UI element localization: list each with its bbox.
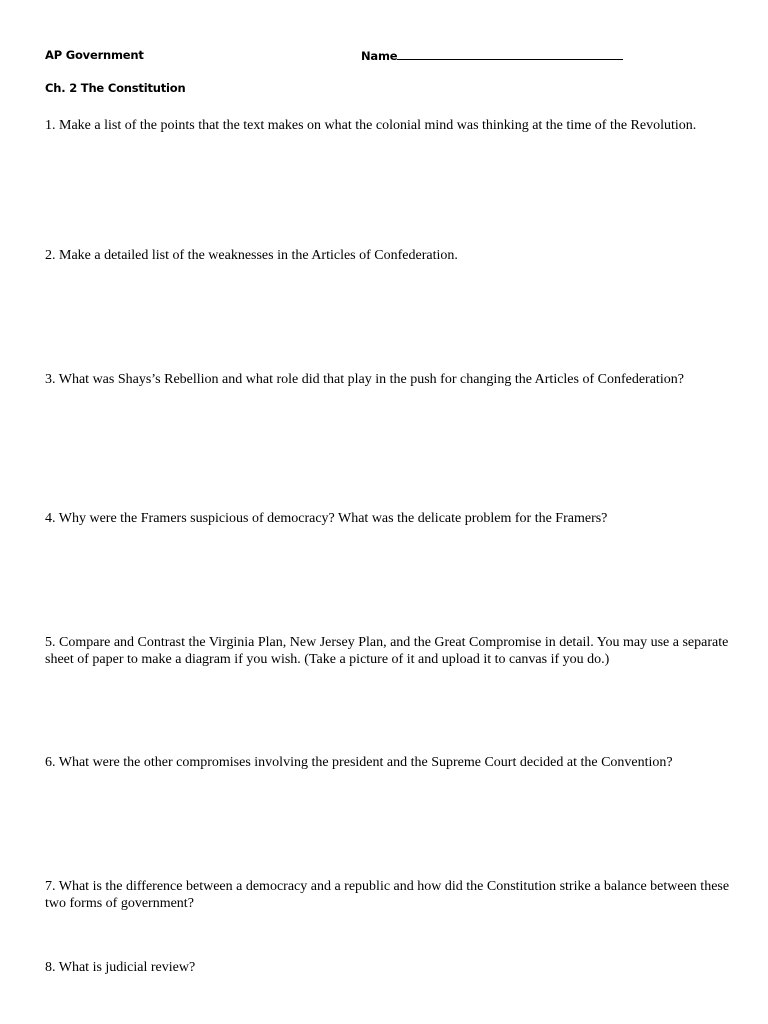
question-5: 5. Compare and Contrast the Virginia Plan, New Jersey Plan, and the Great Compromise in detail. You may use a separate sheet of paper to make a diagram if you wish. (Take a picture of it and upload it to canvas if you do.): [45, 635, 729, 667]
question-1: 1. Make a list of the points that the text makes on what the colonial mind was thinking at the time of the Revolution.: [45, 118, 697, 133]
chapter-title: Ch. 2 The Constitution: [45, 81, 186, 95]
question-3: 3. What was Shays’s Rebellion and what role did that play in the push for changing the Articles of Confederation?: [45, 372, 684, 387]
question-2: 2. Make a detailed list of the weaknesses in the Articles of Confederation.: [45, 248, 458, 263]
question-4: 4. Why were the Framers suspicious of democracy? What was the delicate problem for the Framers?: [45, 511, 608, 526]
name-field: [361, 48, 623, 63]
course-title: AP Government: [45, 48, 144, 62]
question-6: 6. What were the other compromises involving the president and the Supreme Court decided at the Convention?: [45, 755, 673, 770]
question-8: 8. What is judicial review?: [45, 960, 196, 975]
name-label: Name: [361, 49, 398, 63]
name-blank-line: [397, 48, 623, 60]
question-7: 7. What is the difference between a democracy and a republic and how did the Constitution strike a balance between these two forms of government?: [45, 879, 730, 911]
